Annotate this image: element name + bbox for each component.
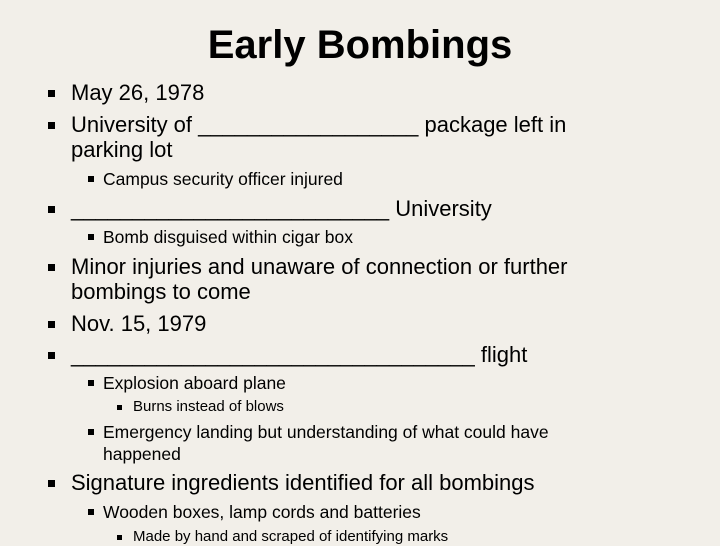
bullet-text-level1: Signature ingredients identified for all bombings: [71, 470, 535, 495]
bullet-marker-icon: [88, 509, 94, 515]
bullet-marker-icon: [88, 234, 94, 240]
bullet-marker-icon: [48, 206, 55, 213]
bullet-text-level1: bombings to come: [71, 279, 251, 304]
bullet-text-level1: Minor injuries and unaware of connection or further: [71, 254, 568, 279]
bullet-marker-icon: [48, 321, 55, 328]
bullet-marker-icon: [88, 429, 94, 435]
bullet-text-level2: Campus security officer injured: [103, 169, 343, 189]
bullet-text-level1: __________________________ University: [71, 196, 492, 221]
bullet-text-level3: Made by hand and scraped of identifying marks: [133, 528, 449, 545]
bullet-marker-icon: [48, 122, 55, 129]
bullet-text-level2: happened: [103, 444, 181, 464]
bullet-marker-icon: [48, 480, 55, 487]
bullet-text-level1: _________________________________ flight: [71, 342, 528, 367]
bullet-text-level2: Emergency landing but understanding of what could have: [103, 422, 549, 442]
bullet-text-level2: Bomb disguised within cigar box: [103, 227, 353, 247]
bullet-marker-icon: [88, 380, 94, 386]
bullet-text-level1: Nov. 15, 1979: [71, 311, 207, 336]
bullet-marker-icon: [117, 405, 122, 410]
bullet-text-level1: May 26, 1978: [71, 80, 205, 105]
bullet-text-level2: Wooden boxes, lamp cords and batteries: [103, 502, 421, 522]
bullet-marker-icon: [117, 535, 122, 540]
bullet-marker-icon: [88, 176, 94, 182]
bullet-text-level2: Explosion aboard plane: [103, 373, 286, 393]
bullet-marker-icon: [48, 90, 55, 97]
bullet-text-level3: Burns instead of blows: [133, 398, 284, 415]
bullet-marker-icon: [48, 264, 55, 271]
bullet-marker-icon: [48, 352, 55, 359]
slide-title: Early Bombings: [207, 23, 513, 67]
bullet-text-level1: University of __________________ package left in: [71, 112, 567, 137]
bullet-text-level1: parking lot: [71, 137, 173, 162]
